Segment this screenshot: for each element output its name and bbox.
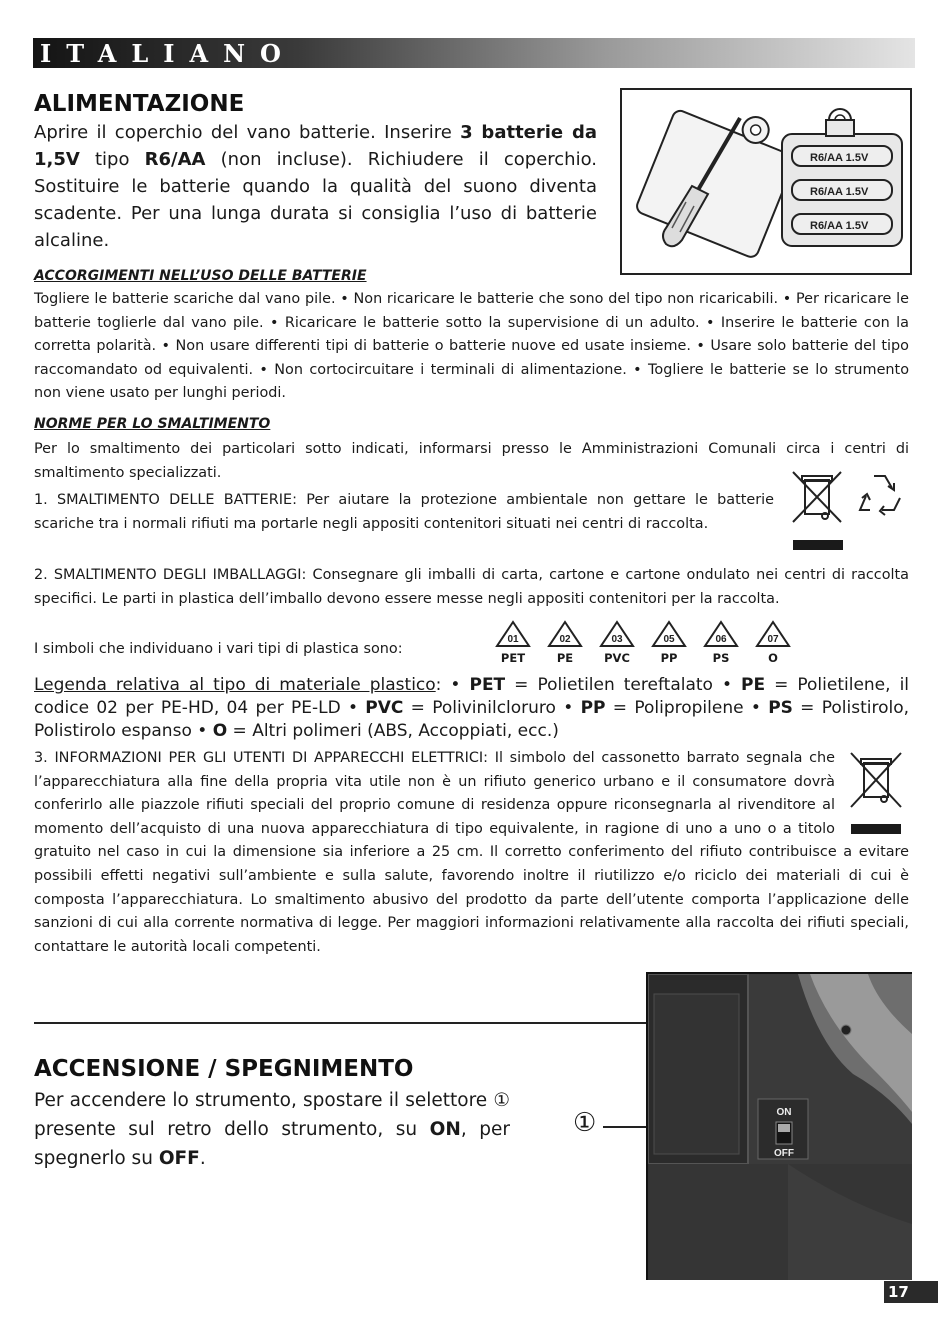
battery-1-label: R6/AA 1.5V [810,152,869,164]
plastic-legend: Legenda relativa al tipo di materiale plastico: • PET = Polietilen tereftalato • PE = Polietilene, il codice 02 per PE-HD, 04 per PE-LD • PVC = Polivinilcloruro • PP = Polipropilene • PS = Polistirolo, Polistirolo espanso • O = Altri polimeri (ABS, Accoppiati, ecc.) [34,675,910,741]
selector-marker: ① [493,1090,510,1111]
battery-care-title: ACCORGIMENTI NELL’USO DELLE BATTERIE [34,268,367,284]
plastic-number-pvc: 03 [611,634,623,645]
section-divider [34,1022,649,1024]
battery-3 [792,214,892,234]
crossed-bin-icon-electrical [843,747,909,829]
section-title-switch: ACCENSIONE / SPEGNIMENTO [34,1056,414,1082]
disposal-item-batteries: 1. SMALTIMENTO DELLE BATTERIE: Per aiutare la protezione ambientale non gettare le batterie scariche tra i normali rifiuti ma portarle negli appositi contenitori situati nei centri di raccolta. [34,492,774,532]
switch-paragraph: Per accendere lo strumento, spostare il selettore ① presente sul retro dello strumento, su ON, per spegnerlo su OFF. [34,1090,510,1169]
bin-underline-bar-electrical [851,824,901,834]
bin-underline-bar [793,540,843,550]
plastic-code-pp: PP [660,651,678,665]
plastic-code-pet: PET [500,651,526,665]
crossed-bin-icon [787,466,847,526]
plastic-code-pe: PE [556,651,574,665]
plastic-number-ps: 06 [715,634,727,645]
switch-label-on: ON [776,1107,792,1118]
language-title: ITALIANO [40,39,296,68]
plastic-symbol-pet [490,620,536,670]
battery-1 [792,146,892,166]
disposal-title: NORME PER LO SMALTIMENTO [34,416,271,432]
plastic-symbol-pvc [594,620,640,670]
power-paragraph: Aprire il coperchio del vano batterie. Inserire 3 batterie da 1,5V tipo R6/AA (non incluse). Richiudere il coperchio. Sostituire le batterie quando la qualità del suono diventa scadente. Per una lunga durata si consiglia l’uso di batterie alcaline. [34,122,598,251]
plastic-symbol-o [750,620,796,670]
plastic-symbol-ps [698,620,744,670]
plastic-code-ps: PS [712,651,730,665]
plastic-symbol-pp [646,620,692,670]
battery-2 [792,180,892,200]
plastic-number-o: 07 [767,634,779,645]
plastic-number-pe: 02 [559,634,571,645]
disposal-item-electrical [34,747,909,959]
recycle-icon [852,470,907,522]
switch-label-off: OFF [774,1148,794,1159]
page-number: 17 [884,1281,938,1303]
plastic-symbols-intro: I simboli che individuano i vari tipi di plastica sono: [34,641,403,657]
plastic-symbol-pe [542,620,588,670]
plastic-number-pp: 05 [663,634,675,645]
plastic-code-pvc: PVC [604,651,630,665]
section-title-power: ALIMENTAZIONE [34,91,245,117]
battery-compartment-illustration [620,88,912,275]
battery-care-text: Togliere le batterie scariche dal vano pile. • Non ricaricare le batterie che sono del tipo non ricaricabili. • Per ricaricare le batterie toglierle dal vano pile. • Ricaricare le batterie sotto la supervisione di un adulto. • Inserire le batterie con la corretta polarità. • Non usare differenti tipi di batterie o batterie nuove ed usate insieme. • Usare solo batterie del tipo raccomandato od equivalenti. • Non cortocircuitare i terminali di alimentazione. • Togliere le batterie se lo strumento non viene usato per lunghi periodi. [34,291,909,402]
battery-compartment-drawing [622,90,910,273]
callout-number: ① [573,1108,597,1138]
electrical-text: 3. INFORMAZIONI PER GLI UTENTI DI APPARECCHI ELETTRICI: Il simbolo del cassonetto barrato segnala che l’apparecchiatura alla fine della propria vita utile non è un rifiuto generico urbano e il consumatore dovrà conferirlo alle piazzole rifiuti speciali del proprio comune di residenza oppure riconsegnarla al rivenditore al momento dell’acquisto di una nuova apparecchiatura di tipo equivalente, in ragione di uno a uno o a titolo gratuito nel caso in cui la dimensione sia inferiore a 25 cm. Il corretto conferimento del rifiuto contribuisce a evitare possibili effetti negativi sull’ambiente e sulla salute, favorendo inoltre il riutilizzo e/o riciclo dei materiali di cui è composta l’apparecchiatura. Lo smaltimento abusivo del prodotto da parte dell’utente comporta l’applicazione delle sanzioni di cui alla corrente normativa di legge. Per maggiori informazioni relativamente alla raccolta dei rifiuti speciali, contattare le autorità locali competenti. [34,750,909,955]
battery-3-label: R6/AA 1.5V [810,220,869,232]
disposal-item-packaging: 2. SMALTIMENTO DEGLI IMBALLAGGI: Consegnare gli imballi di carta, cartone e cartone ondulato nei centri di raccolta specifici. Le parti in plastica dell’imballo devono essere messe negli appositi contenitori per la raccolta. [34,567,909,607]
plastic-code-o: O [768,651,778,665]
legend-label: Legenda relativa al tipo di materiale plastico [34,675,436,695]
plastic-symbols-row [490,620,800,670]
plastic-number-pet: 01 [507,634,519,645]
battery-2-label: R6/AA 1.5V [810,186,869,198]
disposal-intro: Per lo smaltimento dei particolari sotto indicati, informarsi presso le Amministrazioni Comunali circa i centri di smaltimento specializzati. [34,441,909,481]
instrument-back-photo [646,972,912,1280]
